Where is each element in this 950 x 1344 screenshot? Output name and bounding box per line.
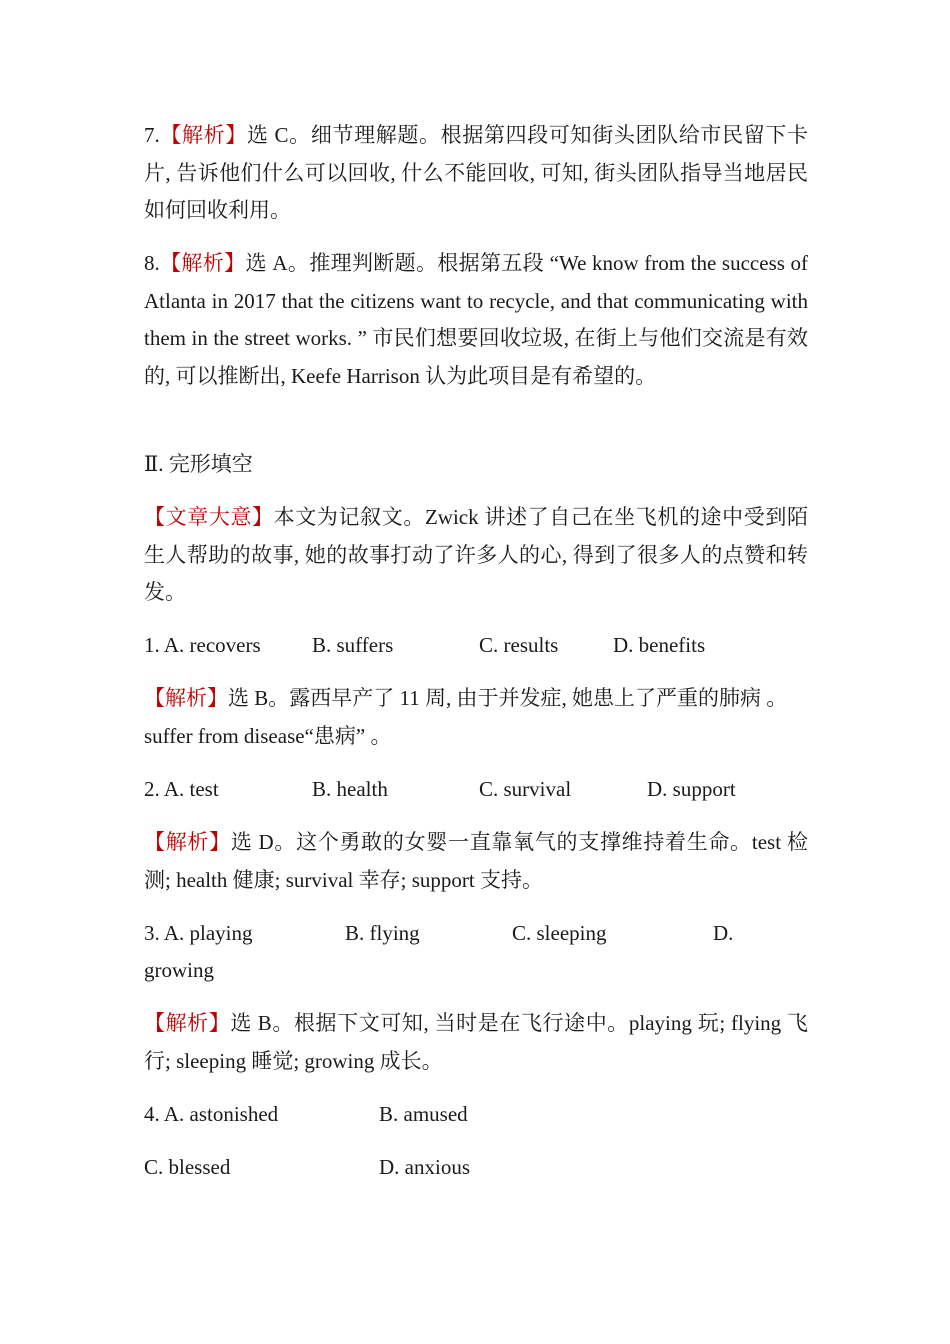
- c2-option-c: C. survival: [479, 777, 572, 801]
- c2-option-b: B. health: [312, 777, 388, 801]
- c2-text: 选 D。这个勇敢的女婴一直靠氧气的支撑维持着生命。test 检测; health 健康; survival 幸存; support 支持。: [144, 830, 809, 892]
- q7-explanation: [144, 117, 808, 230]
- c1-tag: 【解析】: [144, 686, 228, 710]
- c4-option-d: D. anxious: [379, 1155, 470, 1179]
- q8-text: 选 A。推理判断题。根据第五段 “We know from the success of Atlanta in 2017 that the citizens want to recycle, and that communicating with them in the street works. ” 市民们想要回收垃圾, 在街上与他们交流是有效的, 可以推断出, Keefe Harrison 认为此项目是有希望的。: [144, 251, 808, 388]
- q8-number: 8.: [144, 251, 160, 275]
- c2-option-a: 2. A. test: [144, 777, 219, 801]
- c3-option-c: C. sleeping: [512, 921, 607, 945]
- c4-option-a: 4. A. astonished: [144, 1102, 279, 1126]
- c2-tag: 【解析】: [144, 830, 231, 854]
- summary-tag: 【文章大意】: [144, 505, 274, 529]
- c1-explanation: [144, 680, 808, 755]
- c2-option-d: D. support: [647, 777, 736, 801]
- c1-option-d: D. benefits: [613, 633, 706, 657]
- c3-explanation: [144, 1005, 808, 1080]
- c3-text: 选 B。根据下文可知, 当时是在飞行途中。playing 玩; flying 飞行; sleeping 睡觉; growing 成长。: [144, 1011, 808, 1073]
- c4-option-b: B. amused: [379, 1102, 468, 1126]
- c1-option-b: B. suffers: [312, 633, 394, 657]
- q7-text: 选 C。细节理解题。根据第四段可知街头团队给市民留下卡片, 告诉他们什么可以回收, 什么不能回收, 可知, 街头团队指导当地居民如何回收利用。: [144, 123, 808, 222]
- c3-option-a: 3. A. playing: [144, 921, 253, 945]
- q7-number: 7.: [144, 123, 160, 147]
- c3-option-d: D.: [713, 921, 734, 945]
- c4-option-c: C. blessed: [144, 1155, 231, 1179]
- q8-explanation: [144, 245, 808, 395]
- c1-option-a: 1. A. recovers: [144, 633, 261, 657]
- c3-option-b: B. flying: [345, 921, 420, 945]
- c1-text: 选 B。露西早产了 11 周, 由于并发症, 她患上了严重的肺病 。suffer from disease“患病” 。: [144, 686, 788, 748]
- summary-text: 本文为记叙文。Zwick 讲述了自己在坐飞机的途中受到陌生人帮助的故事, 她的故事打动了许多人的心, 得到了很多人的点赞和转发。: [144, 505, 808, 604]
- c2-explanation: [144, 824, 808, 899]
- article-summary: [144, 499, 808, 612]
- c3-option-d-word: growing: [144, 958, 214, 982]
- section-title-cloze: Ⅱ. 完形填空: [144, 452, 253, 476]
- c3-tag: 【解析】: [144, 1011, 231, 1035]
- c1-option-c: C. results: [479, 633, 559, 657]
- q7-tag: 【解析】: [159, 123, 247, 147]
- q8-tag: 【解析】: [159, 251, 246, 275]
